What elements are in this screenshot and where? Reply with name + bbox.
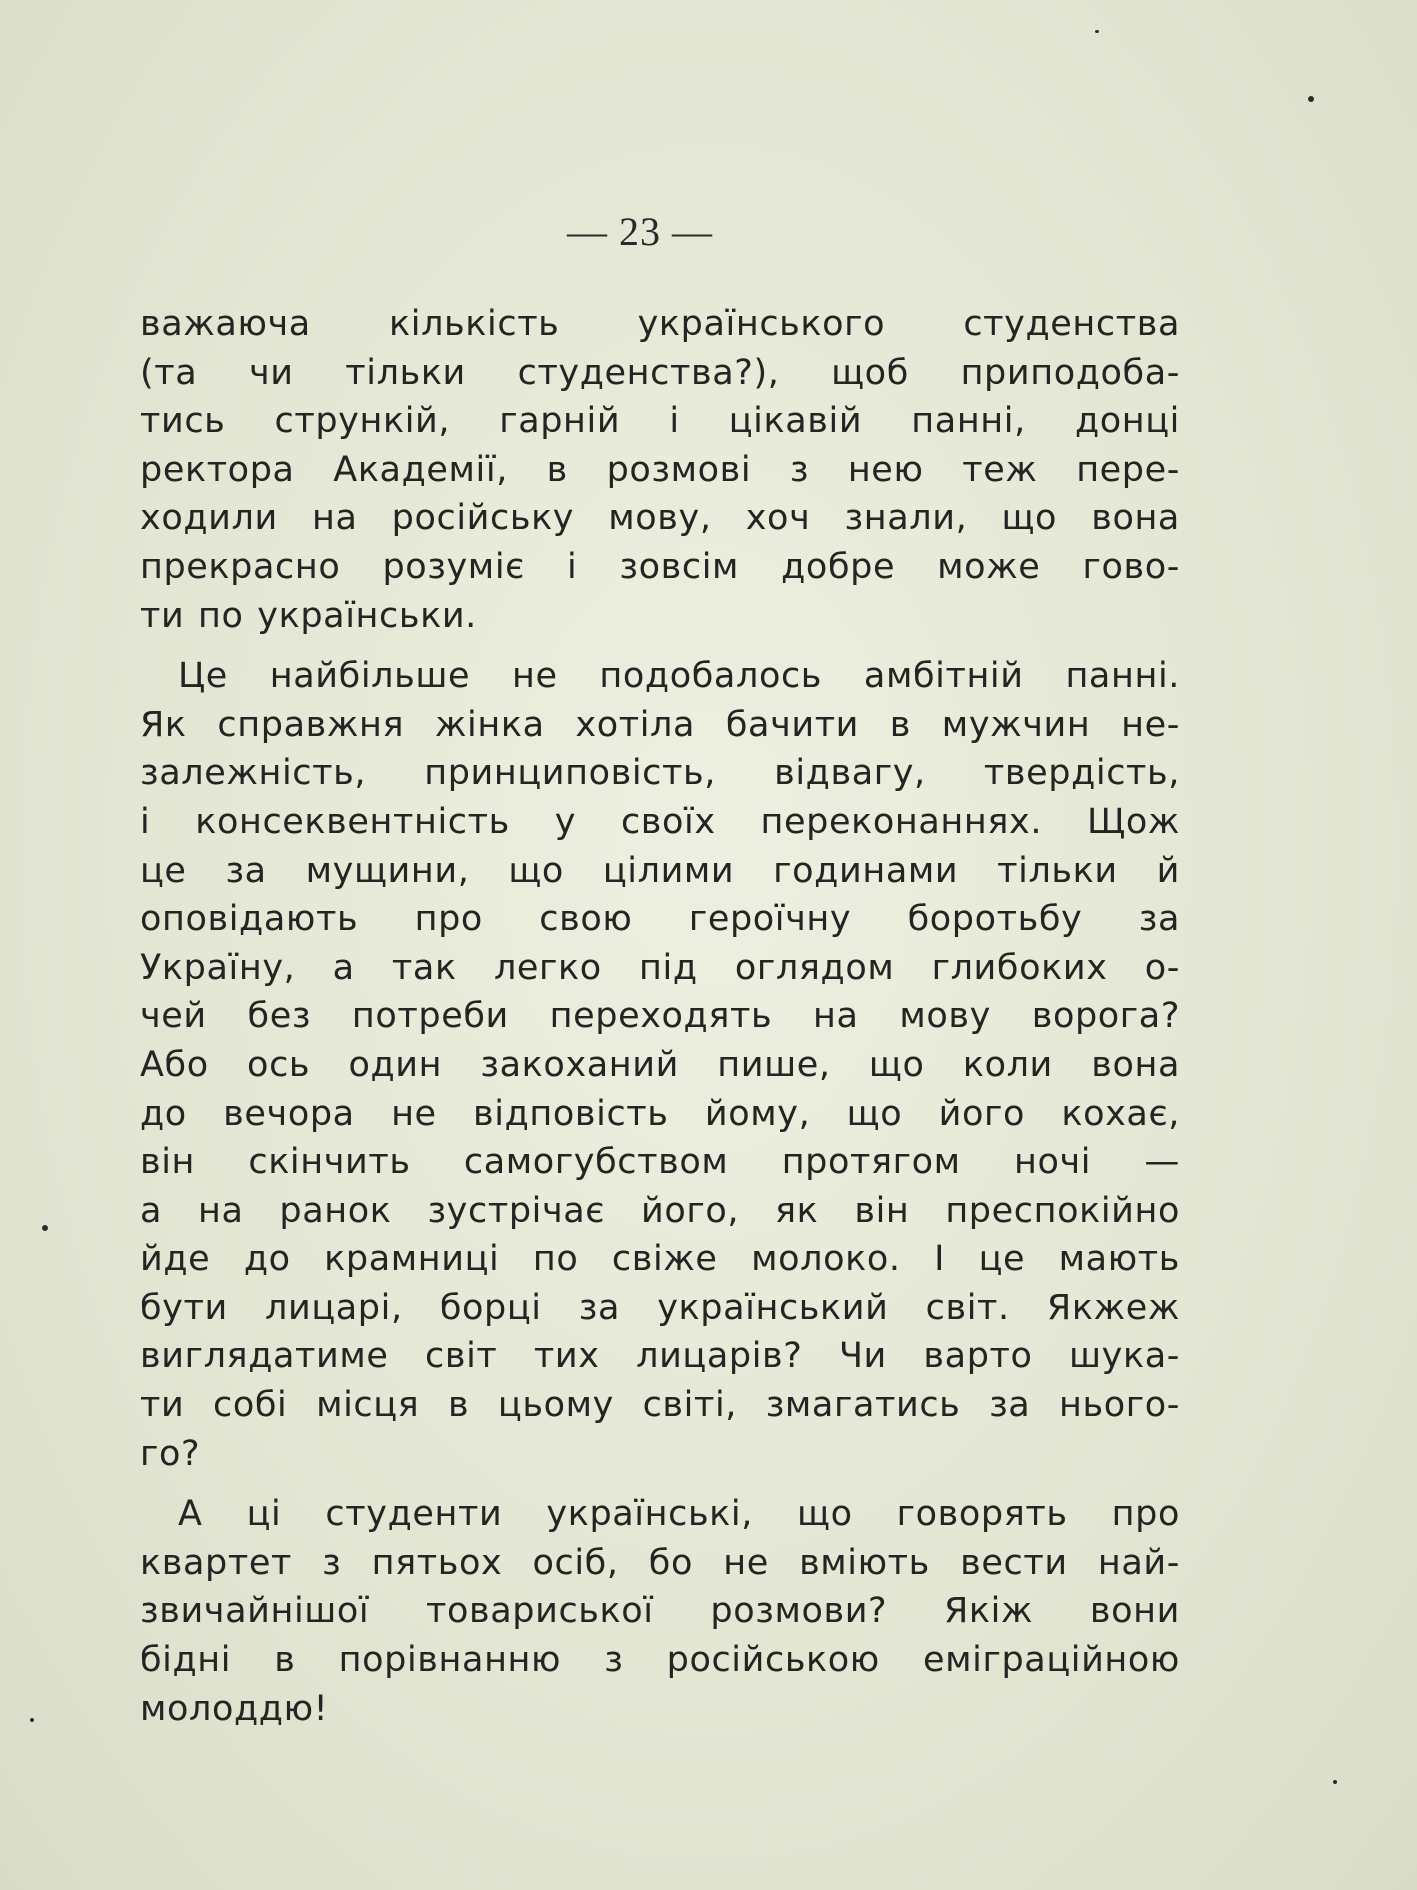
text-line: і консеквентність у своїх переконаннях. Щож — [140, 801, 1180, 842]
text-line: Це найбільше не подобалось амбітній панні. — [178, 656, 1180, 697]
text-line: бідні в порівнанню з російською еміграційною — [140, 1640, 1180, 1681]
paper-speck — [1333, 1780, 1337, 1784]
text-line: бути лицарі, борці за український світ. Якжеж — [140, 1287, 1180, 1328]
text-line: до вечора не відповість йому, що його кохає, — [140, 1093, 1180, 1134]
text-line: виглядатиме світ тих лицарів? Чи варто шука- — [140, 1336, 1180, 1377]
paper-speck — [30, 1718, 34, 1722]
text-line: (та чи тільки студенства?), щоб приподоба- — [140, 352, 1180, 393]
text-line: а на ранок зустрічає його, як він преспокійно — [140, 1190, 1180, 1231]
text-line: він скінчить самогубством протягом ночі — — [140, 1142, 1180, 1183]
text-line: ректора Академії, в розмові з нею теж пере- — [140, 449, 1180, 490]
body-text — [140, 300, 1180, 1745]
text-line: Україну, а так легко під оглядом глибоких о- — [140, 947, 1180, 988]
text-line: го? — [140, 1433, 201, 1474]
text-line: залежність, принциповість, відвагу, твердість, — [140, 753, 1180, 794]
text-line: звичайнішої товариської розмови? Якіж вони — [140, 1591, 1180, 1632]
paragraph-1 — [140, 300, 1180, 640]
page-number: — 23 — — [567, 209, 713, 254]
text-line: це за мущини, що цілими годинами тільки й — [140, 850, 1180, 891]
paragraph-3 — [140, 1490, 1180, 1733]
paragraph-2 — [140, 652, 1180, 1478]
paper-speck — [1308, 96, 1314, 102]
text-line: Або ось один закоханий пише, що коли вона — [140, 1044, 1180, 1085]
text-line: тись стрункій, гарній і цікавій панні, донці — [140, 401, 1180, 442]
text-line: прекрасно розуміє і зовсім добре може гово- — [140, 546, 1180, 587]
text-line: оповідають про свою героїчну боротьбу за — [140, 899, 1180, 940]
paper-speck — [42, 1225, 48, 1231]
text-line: ти по українськи. — [140, 595, 477, 636]
text-line: молоддю! — [140, 1688, 329, 1729]
text-line: чей без потреби переходять на мову ворога? — [140, 996, 1180, 1037]
text-line: йде до крамниці по свіже молоко. І це мають — [140, 1239, 1180, 1280]
text-line: А ці студенти українські, що говорять про — [178, 1494, 1180, 1535]
text-line: ти собі місця в цьому світі, змагатись за нього- — [140, 1385, 1180, 1426]
text-line: квартет з пятьох осіб, бо не вміють вести най- — [140, 1542, 1180, 1583]
paper-speck — [1095, 30, 1099, 33]
text-line: важаюча кількість українського студенства — [140, 304, 1180, 344]
text-line: ходили на російську мову, хоч знали, що вона — [140, 498, 1180, 539]
text-line: Як справжня жінка хотіла бачити в мужчин не- — [140, 704, 1180, 745]
